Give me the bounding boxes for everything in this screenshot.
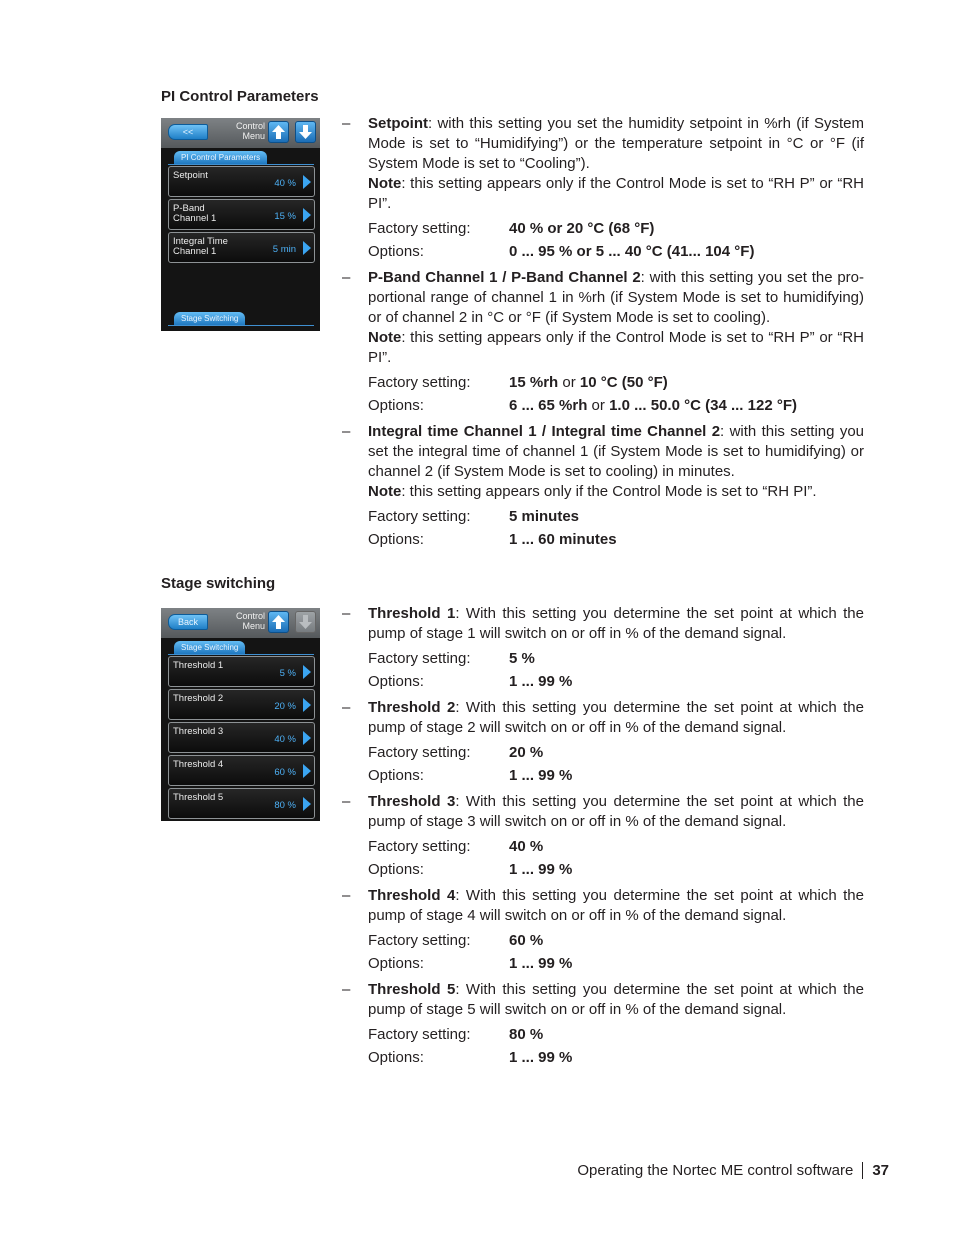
chevron-right-icon [303, 797, 311, 811]
factory-setting: Factory setting: 60 % [368, 932, 544, 949]
setting-row-threshold-5[interactable] [168, 788, 315, 819]
list-dash: – [342, 981, 351, 998]
page-number: 37 [872, 1162, 889, 1179]
description: Threshold 3: With this setting you determine the set point at which the pump of stage 3 will switch on or off in % of the demand signal. [368, 793, 864, 830]
pi-settings-list [168, 166, 315, 265]
row-value: 40 % [274, 178, 296, 189]
divider [168, 654, 314, 655]
section-heading-stage: Stage switching [161, 575, 276, 592]
tab-pi-control-parameters[interactable]: PI Control Parameters [174, 151, 267, 164]
options: Options: 1 ... 99 % [368, 673, 573, 690]
description: Threshold 1: With this setting you determine the set point at which the pump of stage 1 will switch on or off in % of the demand signal. [368, 605, 864, 642]
back-button[interactable]: Back [168, 614, 208, 630]
description: Integral time Channel 1 / Integral time Channel 2: with this setting you set the integral time of channel 1 (if System Mode is set to humidifying) or channel 2 (if System Mode is set to cooling) in minutes. Note: this setting appears only if the Control Mode is set to “RH PI”. [368, 423, 865, 500]
row-value: 5 min [272, 244, 296, 255]
scroll-down-button[interactable] [295, 121, 316, 143]
list-dash: – [342, 793, 351, 810]
arrow-up-icon [272, 125, 285, 139]
device-screen-stage-switching [161, 608, 320, 821]
description: Setpoint: with this setting you set the humidity setpoint in %rh (if System Mode is set to “Humidifying”) or the temperature setpoint in °C or °F (if System Mode is set to “Cooling”). Note: this setting appears only if the Control Mode is set to “RH P” or “RH PI”. [368, 115, 864, 212]
factory-setting: Factory setting: 15 %rh or 10 °C (50 °F) [368, 374, 668, 391]
list-dash: – [342, 269, 351, 286]
chevron-right-icon [303, 175, 311, 189]
options: Options: 1 ... 99 % [368, 1049, 573, 1066]
row-label: Threshold 4 [173, 759, 224, 770]
footer-divider [862, 1162, 863, 1179]
setting-row-integral-time[interactable] [168, 232, 315, 263]
factory-setting: Factory setting: 5 minutes [368, 508, 580, 525]
factory-setting: Factory setting: 20 % [368, 744, 544, 761]
options: Options: 6 ... 65 %rh or 1.0 ... 50.0 °C (34 ... 122 °F) [368, 397, 797, 414]
setting-row-threshold-3[interactable] [168, 722, 315, 753]
row-label: Integral Time Channel 1 [173, 236, 228, 257]
options: Options: 0 ... 95 % or 5 ... 40 °C (41... 104 °F) [368, 243, 755, 260]
device-header [161, 608, 320, 638]
row-label: Threshold 3 [173, 726, 224, 737]
row-value: 5 % [279, 668, 296, 679]
setting-row-p-band[interactable] [168, 199, 315, 230]
device-screen-pi-control [161, 118, 320, 331]
factory-setting: Factory setting: 5 % [368, 650, 535, 667]
list-item-threshold-1 [342, 604, 864, 692]
options: Options: 1 ... 99 % [368, 955, 573, 972]
setting-row-threshold-4[interactable] [168, 755, 315, 786]
divider [168, 325, 314, 326]
list-item-setpoint [342, 114, 864, 262]
chevron-right-icon [303, 764, 311, 778]
list-dash: – [342, 423, 351, 440]
factory-setting: Factory setting: 40 % or 20 °C (68 °F) [368, 220, 655, 237]
row-value: 40 % [274, 734, 296, 745]
tab-stage-switching[interactable]: Stage Switching [174, 312, 245, 325]
list-dash: – [342, 605, 351, 622]
pi-parameter-descriptions [342, 114, 864, 550]
list-item-p-band [342, 268, 864, 416]
description: Threshold 4: With this setting you determine the set point at which the pump of stage 4 will switch on or off in % of the demand signal. [368, 887, 864, 924]
options: Options: 1 ... 99 % [368, 861, 573, 878]
list-item-threshold-3 [342, 792, 864, 880]
device-header [161, 118, 320, 148]
menu-title: Control Menu [235, 611, 265, 631]
list-dash: – [342, 699, 351, 716]
threshold-list [168, 656, 315, 821]
row-label: Threshold 2 [173, 693, 224, 704]
scroll-down-button[interactable] [295, 611, 316, 633]
arrow-up-icon [272, 615, 285, 629]
tab-stage-switching[interactable]: Stage Switching [174, 641, 245, 654]
factory-setting: Factory setting: 40 % [368, 838, 544, 855]
factory-setting: Factory setting: 80 % [368, 1026, 544, 1043]
chevron-right-icon [303, 698, 311, 712]
chevron-right-icon [303, 731, 311, 745]
divider [168, 164, 314, 165]
row-value: 20 % [274, 701, 296, 712]
back-button[interactable]: << [168, 124, 208, 140]
home-up-button[interactable] [268, 121, 289, 143]
chevron-right-icon [303, 665, 311, 679]
description: P-Band Channel 1 / P-Band Channel 2: with this setting you set the pro-portional range of channel 1 in %rh (if System Mode is set to humidifying) or of channel 2 in °C or °F (if System Mode is set to cooling). Note: this setting appears only if the Control Mode is set to “RH P” or “RH PI”. [368, 269, 864, 366]
stage-switching-descriptions [342, 604, 864, 1068]
list-item-threshold-5 [342, 980, 864, 1068]
setting-row-setpoint[interactable] [168, 166, 315, 197]
row-value: 60 % [274, 767, 296, 778]
menu-title: Control Menu [235, 121, 265, 141]
description: Threshold 2: With this setting you determine the set point at which the pump of stage 2 will switch on or off in % of the demand signal. [368, 699, 864, 736]
page-footer [577, 1162, 889, 1179]
description: Threshold 5: With this setting you determine the set point at which the pump of stage 5 will switch on or off in % of the demand signal. [368, 981, 864, 1018]
footer-title: Operating the Nortec ME control software [577, 1162, 854, 1179]
arrow-down-icon [299, 615, 312, 629]
options: Options: 1 ... 60 minutes [368, 531, 617, 548]
chevron-right-icon [303, 241, 311, 255]
list-item-integral-time [342, 422, 864, 550]
setting-row-threshold-1[interactable] [168, 656, 315, 687]
row-label: Setpoint [173, 170, 208, 181]
list-item-threshold-4 [342, 886, 864, 974]
chevron-right-icon [303, 208, 311, 222]
row-label: Threshold 5 [173, 792, 224, 803]
home-up-button[interactable] [268, 611, 289, 633]
row-value: 15 % [274, 211, 296, 222]
options: Options: 1 ... 99 % [368, 767, 573, 784]
list-item-threshold-2 [342, 698, 864, 786]
list-dash: – [342, 887, 351, 904]
row-label: Threshold 1 [173, 660, 224, 671]
arrow-down-icon [299, 125, 312, 139]
setting-row-threshold-2[interactable] [168, 689, 315, 720]
row-label: P-Band Channel 1 [173, 203, 217, 224]
list-dash: – [342, 115, 351, 132]
section-heading-pi: PI Control Parameters [161, 88, 319, 105]
row-value: 80 % [274, 800, 296, 811]
